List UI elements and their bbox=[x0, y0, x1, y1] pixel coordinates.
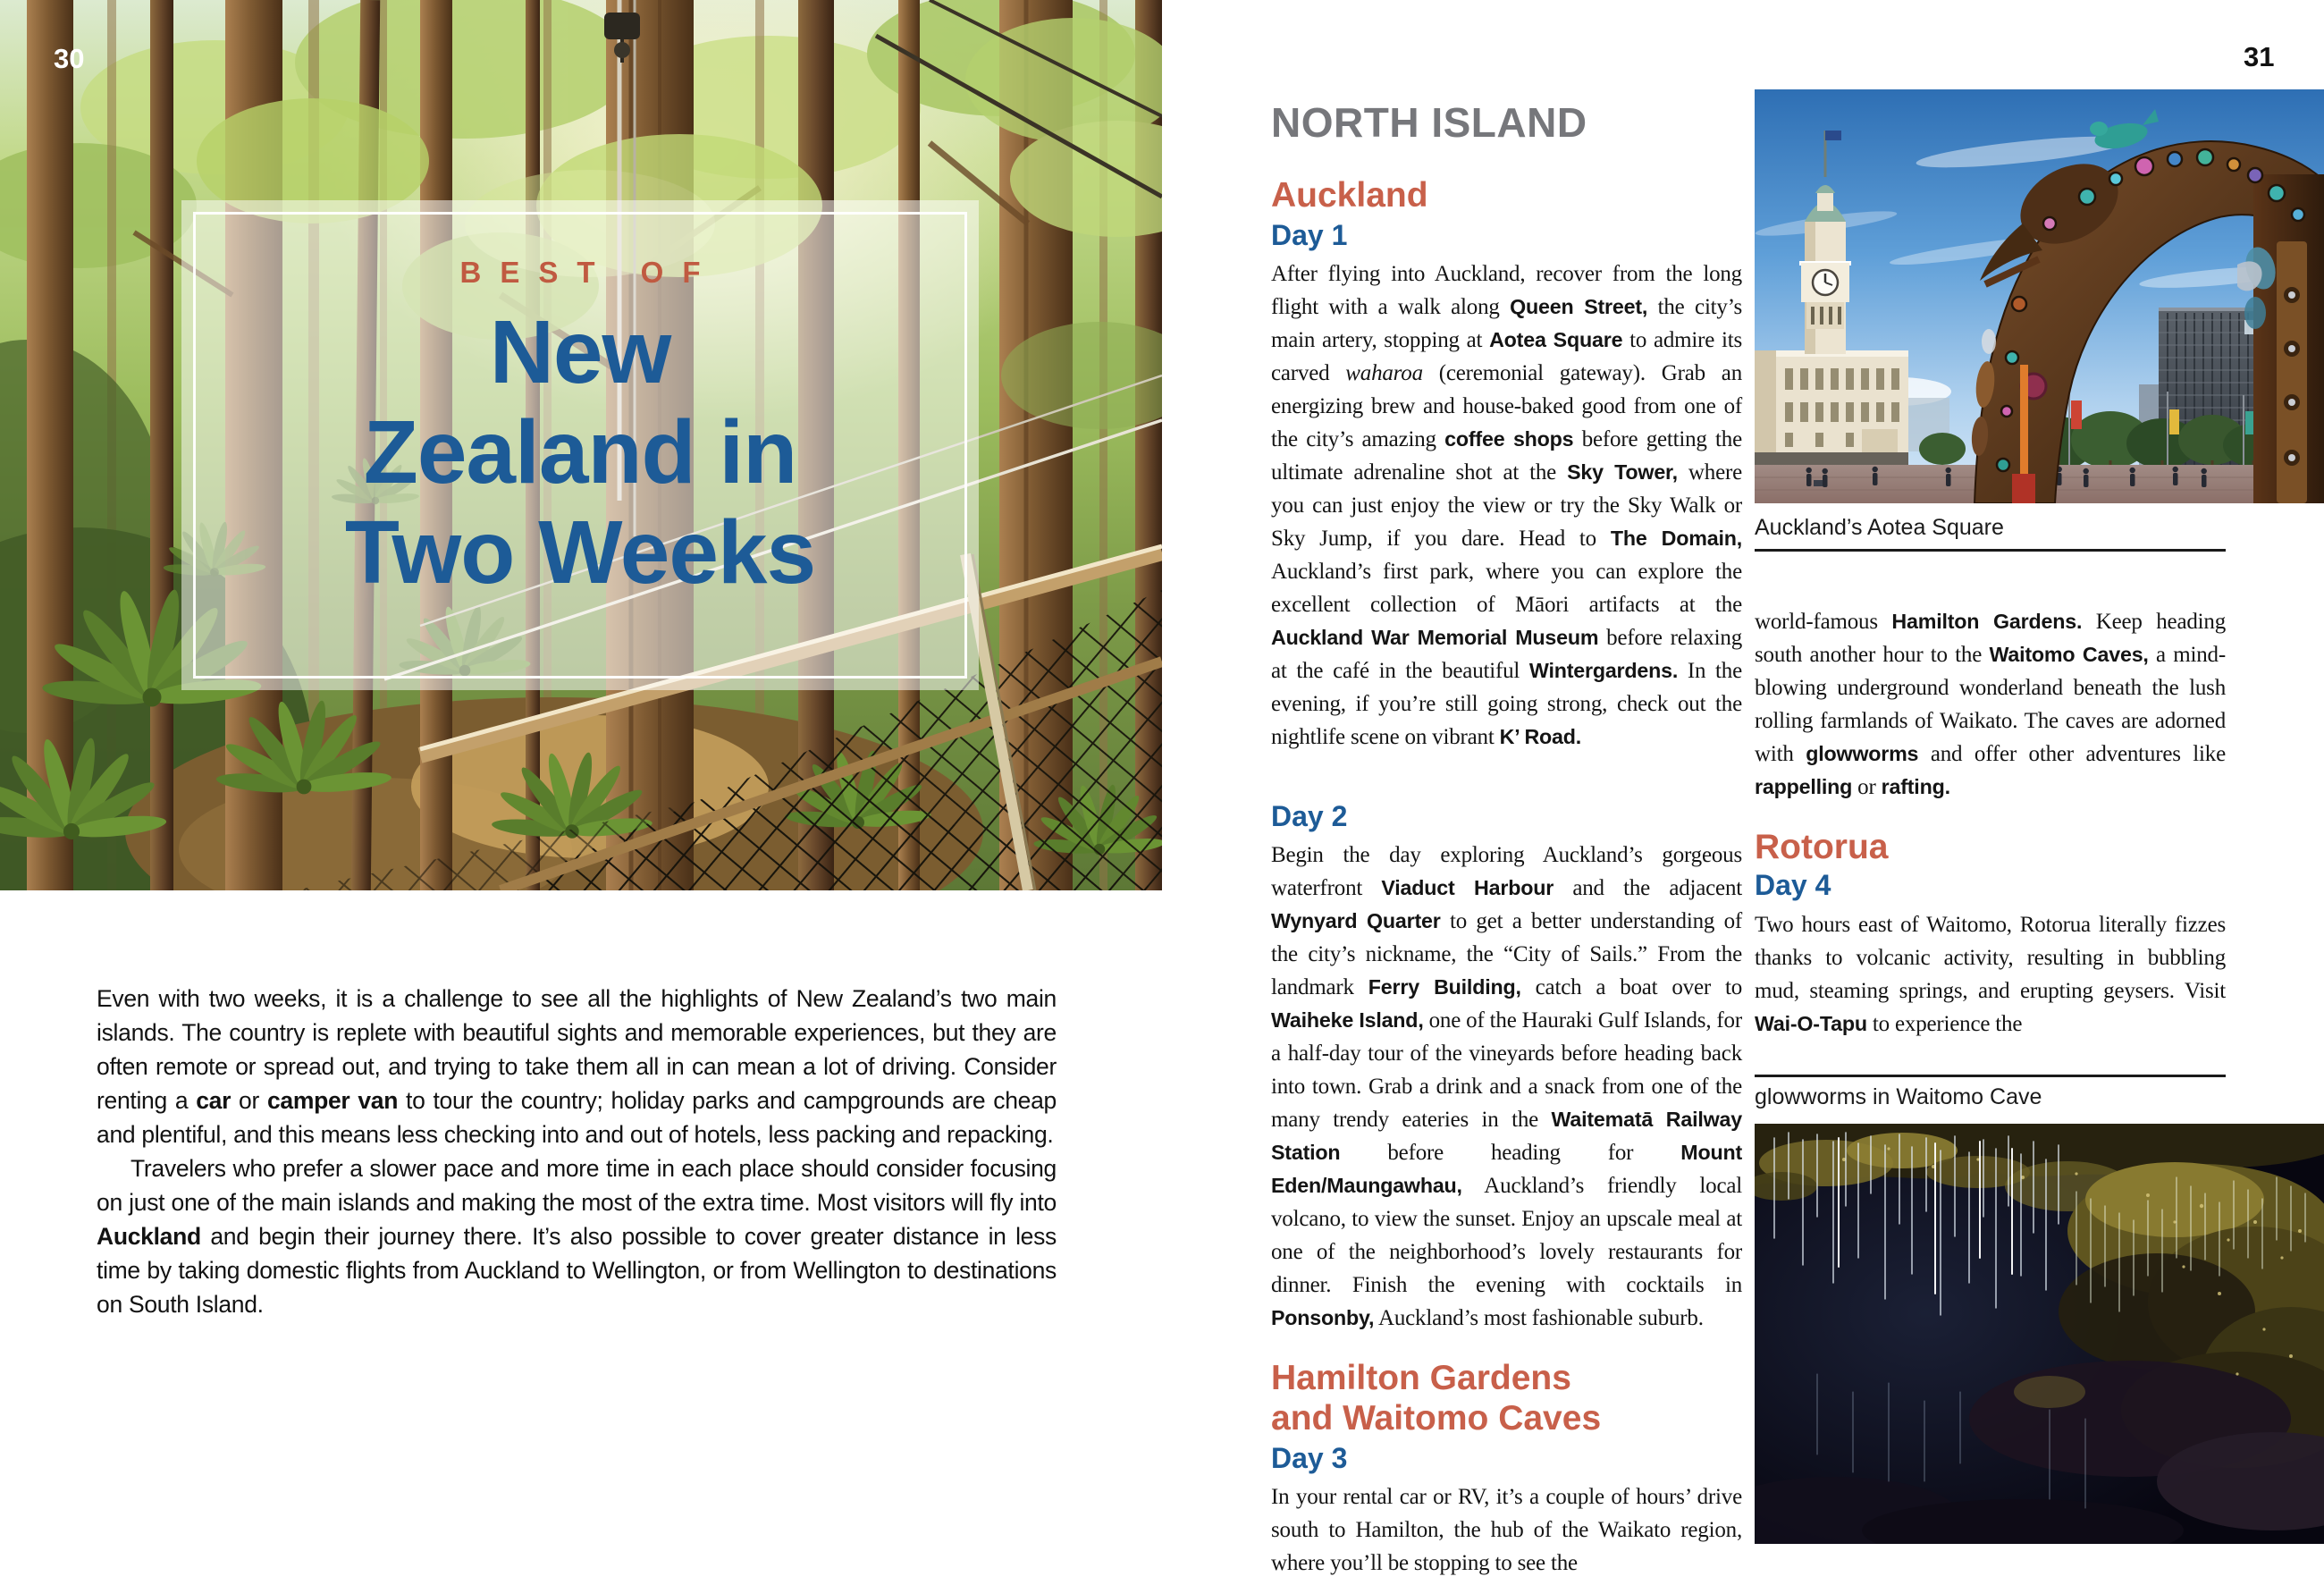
intro-text bbox=[97, 982, 1057, 1321]
page-number-left: 30 bbox=[54, 43, 85, 74]
heading-day-4: Day 4 bbox=[1755, 869, 1831, 901]
caption-rule-top bbox=[1755, 549, 2226, 552]
section-heading: NORTH ISLAND bbox=[1271, 99, 1587, 146]
day-3-continuation-text: world-famous Hamilton Gardens. Keep heading south another hour to the Waitomo Caves, a mind-blowing underground wonderland beneath the lush rolling farmlands of Waikato. The caves are adorned with glowworms and offer other adventures like rappelling or rafting. bbox=[1755, 610, 2226, 799]
day-3-text: In your rental car or RV, it’s a couple of hours’ drive south to Hamilton, the hub of the Waikato region, where you’ll be stopping to see the bbox=[1271, 1485, 1742, 1575]
right-page-column-2 bbox=[1755, 89, 2324, 1544]
heading-day-2: Day 2 bbox=[1271, 800, 1348, 832]
title-line-3: Two Weeks bbox=[344, 502, 816, 603]
day-2-text: Begin the day exploring Auckland’s gorgeous waterfront Viaduct Harbour and the adjacent Wynyard Quarter to get a better understanding of the city’s nickname, the “City of Sails.” From the landmark Ferry Building, catch a boat over to Waiheke Island, one of the Hauraki Gulf Islands, for a half-day tour of the vineyards before heading back into town. Grab a drink and a snack from one of the many trendy eateries in the Waitematā Railway Station before heading for Mount Eden/Maungawhau, Auckland’s friendly local volcano, to view the sunset. Enjoy an upscale meal at one of the neighborhood’s lovely restaurants for dinner. Finish the evening with cocktails in Ponsonby, Auckland’s most fashionable suburb. bbox=[1271, 843, 1743, 1330]
glowworms-photo bbox=[1755, 1124, 2324, 1544]
heading-day-3: Day 3 bbox=[1271, 1442, 1348, 1474]
heading-auckland: Auckland bbox=[1271, 176, 1428, 215]
title-frame bbox=[193, 212, 967, 679]
caption-aotea: Auckland’s Aotea Square bbox=[1755, 515, 2004, 540]
heading-hamilton-waitomo bbox=[1271, 1358, 1742, 1438]
title-line-1: New bbox=[489, 302, 671, 402]
heading-hamilton-line-1: Hamilton Gardens bbox=[1271, 1359, 1571, 1397]
page-number-right: 31 bbox=[2244, 41, 2275, 72]
intro-paragraph-2: Travelers who prefer a slower pace and more time in each place should consider focusing on just one of the main islands and making the most of the extra time. Most visitors will fly into Auckland and begin their journey there. It’s also possible to cover greater distance in less time by taking domestic flights from Auckland to Wellington, or from Wellington to destinations on South Island. bbox=[97, 1155, 1057, 1318]
heading-hamilton-line-2: and Waitomo Caves bbox=[1271, 1399, 1602, 1437]
caption-glowworms: glowworms in Waitomo Cave bbox=[1755, 1084, 2042, 1109]
heading-rotorua: Rotorua bbox=[1755, 828, 1889, 866]
title-line-2: Zealand in bbox=[363, 402, 797, 502]
day-4-text: Two hours east of Waitomo, Rotorua literally fizzes thanks to volcanic activity, resulting in bubbling mud, steaming springs, and erupting geysers. Visit Wai-O-Tapu to experience the bbox=[1755, 913, 2226, 1036]
caption-rule-bottom bbox=[1755, 1075, 2226, 1077]
series-kicker: BEST OF bbox=[459, 256, 720, 289]
title-overlay bbox=[181, 200, 979, 690]
heading-day-1: Day 1 bbox=[1271, 219, 1348, 251]
day-1-text: After flying into Auckland, recover from the long flight with a walk along Queen Street, the city’s main artery, stopping at Aotea Square to admire its carved waharoa (ceremonial gateway). Grab an energizing brew and house-baked good from one of the city’s amazing coffee shops before getting the ultimate adrenaline shot at the Sky Tower, where you can just enjoy the view or try the Sky Walk or Sky Jump, if you dare. Head to The Domain, Auckland’s first park, where you can explore the excellent collection of Māori artifacts at the Auckland War Memorial Museum before relaxing at the café in the beautiful Wintergardens. In the evening, if you’re still going strong, check out the nightlife scene on vibrant K’ Road. bbox=[1271, 262, 1743, 749]
aotea-square-photo bbox=[1755, 89, 2324, 503]
right-page-column-1 bbox=[1271, 100, 1742, 1580]
intro-paragraph-1: Even with two weeks, it is a challenge to see all the highlights of New Zealand’s two main islands. The country is replete with beautiful sights and memorable experiences, but they are often remote or spread out, and trying to take them all in can mean a lot of driving. Consider renting a car or camper van to tour the country; holiday parks and campgrounds are cheap and plentiful, and this means less checking into and out of hotels, less packing and repacking. bbox=[97, 985, 1057, 1148]
